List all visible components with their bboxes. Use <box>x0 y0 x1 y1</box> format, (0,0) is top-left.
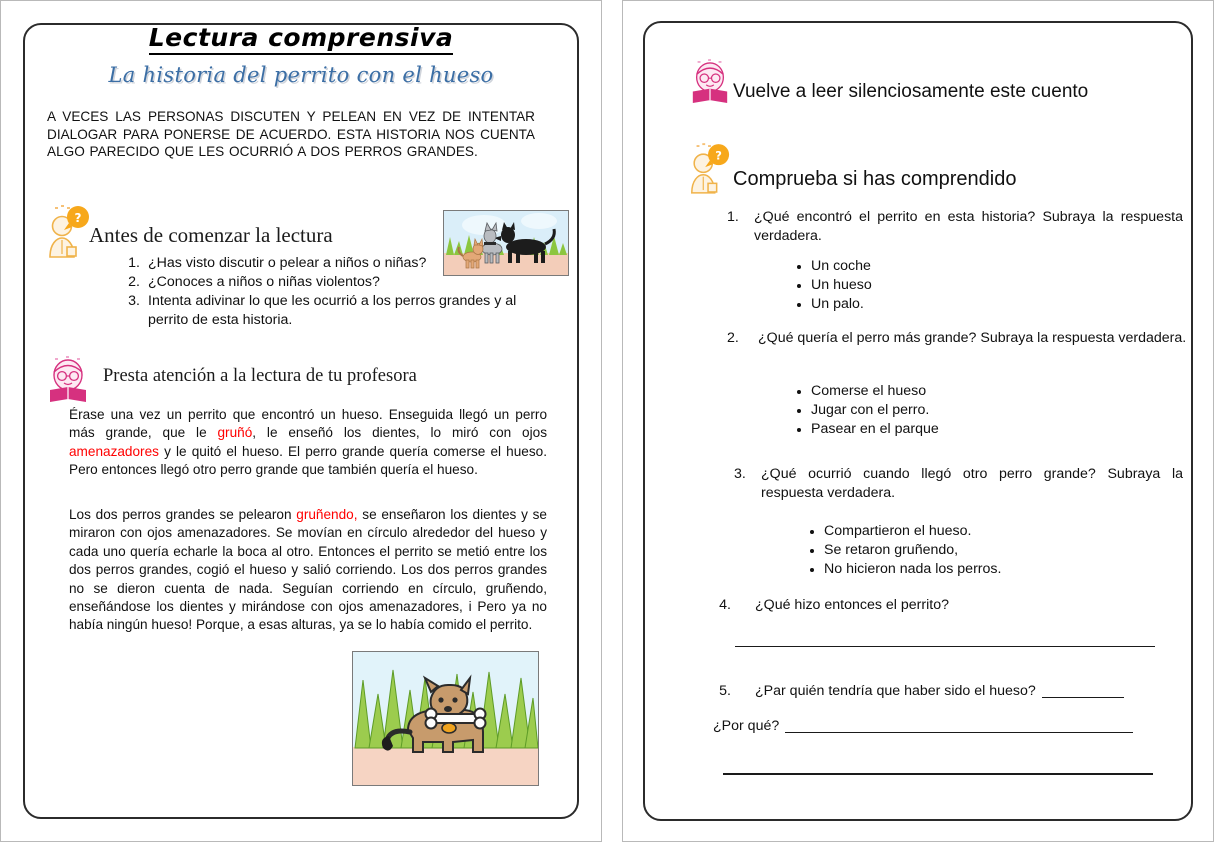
page-left-content <box>1 1 601 841</box>
question-text-inner: ¿Par quién tendría que haber sido el hueso? <box>755 683 1036 699</box>
why-question <box>713 717 1173 736</box>
story-highlight: gruñendo, <box>296 507 358 522</box>
item-text: ¿Conoces a niños o niñas violentos? <box>148 274 380 290</box>
page-right-content <box>623 1 1213 841</box>
question-3-options <box>808 522 1138 579</box>
option-item[interactable] <box>808 560 1138 579</box>
page-title <box>1 23 601 55</box>
option-label: No hicieron nada los perros. <box>824 561 1002 577</box>
listen-heading: Presta atención a la lectura de tu profesora <box>103 366 417 386</box>
item-number: 3. <box>128 293 140 309</box>
option-label: Un palo. <box>811 296 864 312</box>
option-item[interactable] <box>795 420 1125 439</box>
option-label: Un hueso <box>811 277 872 293</box>
question-number: 1. <box>727 209 739 225</box>
question-number: 3. <box>734 466 746 482</box>
answer-blank-why[interactable] <box>785 732 1133 733</box>
teacher-reading-icon <box>46 356 90 404</box>
teacher-reading-icon <box>689 59 731 105</box>
option-label: Compartieron el hueso. <box>824 523 972 539</box>
answer-line-final[interactable] <box>723 773 1153 775</box>
option-label: Un coche <box>811 258 871 274</box>
question-person-icon <box>45 204 91 260</box>
question-5 <box>713 682 1173 701</box>
story-text: Los dos perros grandes se pelearon <box>69 507 297 522</box>
why-label: ¿Por qué? <box>713 718 780 734</box>
story-highlight: gruñó <box>217 425 253 441</box>
item-number: 2. <box>128 274 140 290</box>
page-right <box>622 0 1214 842</box>
option-item[interactable] <box>795 257 1125 276</box>
dogs-scene-image <box>443 210 569 276</box>
story-highlight: amenazadores <box>69 443 159 459</box>
item-text: Intenta adivinar lo que les ocurrió a los perros grandes y al perrito de esta historia. <box>148 293 517 328</box>
before-reading-item <box>118 292 548 330</box>
question-4 <box>713 596 1153 615</box>
option-item[interactable] <box>808 541 1138 560</box>
item-text: ¿Has visto discutir o pelear a niños o niñas? <box>148 255 427 271</box>
story-text: y le quitó el hueso. El perro grande quería comerse el hueso. Pero entonces llegó otro perro grande que también quería el hueso. <box>69 443 547 478</box>
option-item[interactable] <box>795 276 1125 295</box>
item-number: 1. <box>128 255 140 271</box>
question-text: ¿Qué quería el perro más grande? Subraya la respuesta verdadera. <box>758 330 1187 346</box>
story-paragraph-2 <box>69 506 547 635</box>
svg-text:?: ? <box>74 211 82 225</box>
option-label: Comerse el hueso <box>811 383 927 399</box>
question-number: 2. <box>727 330 739 346</box>
question-text <box>713 682 1173 701</box>
option-item[interactable] <box>808 522 1138 541</box>
option-item[interactable] <box>795 295 1125 314</box>
option-item[interactable] <box>795 401 1125 420</box>
question-2 <box>728 329 1188 348</box>
reread-heading: Vuelve a leer silenciosamente este cuento <box>733 81 1089 102</box>
question-number: 5. <box>719 683 731 699</box>
option-item[interactable] <box>795 382 1125 401</box>
puppy-scene-image <box>352 651 539 786</box>
question-person-icon <box>687 142 731 196</box>
story-text: Érase una vez un perrito que encontró un hueso. Enseguida llegó un perro más grande, que le <box>69 407 547 441</box>
question-text: ¿Qué encontró el perrito en esta historia? Subraya la respuesta verdadera. <box>754 209 1183 244</box>
question-1 <box>728 208 1183 246</box>
question-1-options <box>795 257 1125 314</box>
option-label: Se retaron gruñendo, <box>824 542 959 558</box>
question-2-options <box>795 382 1125 439</box>
page-left <box>0 0 602 842</box>
question-number: 4. <box>719 597 731 613</box>
question-3 <box>735 465 1183 503</box>
answer-line-4[interactable] <box>735 646 1155 647</box>
page-title-text: Lectura comprensiva <box>149 23 454 55</box>
story-text: se enseñaron los dientes y se miraron con ojos amenazadores. Se movían en círculo alrededor del hueso y cada uno quería echarle la boca al otro. Entonces el perrito se metió entre los dos perros grandes, cogió el hueso y salió corriendo. Los dos perros grandes no se dieron cuenta de nada. Seguían corriendo en círculo, gruñendo, enseñándose los dientes y mirándose con ojos amenazadores, i Pero ya no había ningún hueso! Porque, a esas alturas, ya se lo había comido el perrito. <box>69 507 547 633</box>
option-label: Pasear en el parque <box>811 421 939 437</box>
intro-paragraph: A VECES LAS PERSONAS DISCUTEN Y PELEAN EN VEZ DE INTENTAR DIALOGAR PARA PONERSE DE ACUERDO. ESTA HISTORIA NOS CUENTA ALGO PARECIDO QUE LES OCURRIÓ A DOS PERROS GRANDES. <box>47 109 535 159</box>
story-text: , le enseñó los dientes, lo miró con ojos <box>252 425 547 441</box>
question-text: ¿Qué hizo entonces el perrito? <box>755 597 950 613</box>
before-reading-heading: Antes de comenzar la lectura <box>89 223 333 247</box>
answer-blank-5[interactable] <box>1042 697 1124 698</box>
page-subtitle: La historia del perrito con el hueso <box>108 63 494 87</box>
check-heading: Comprueba si has comprendido <box>733 168 1017 190</box>
option-label: Jugar con el perro. <box>811 402 930 418</box>
question-text: ¿Qué ocurrió cuando llegó otro perro grande? Subraya la respuesta verdadera. <box>761 466 1183 501</box>
story-paragraph-1 <box>69 406 547 480</box>
svg-text:?: ? <box>715 148 722 163</box>
